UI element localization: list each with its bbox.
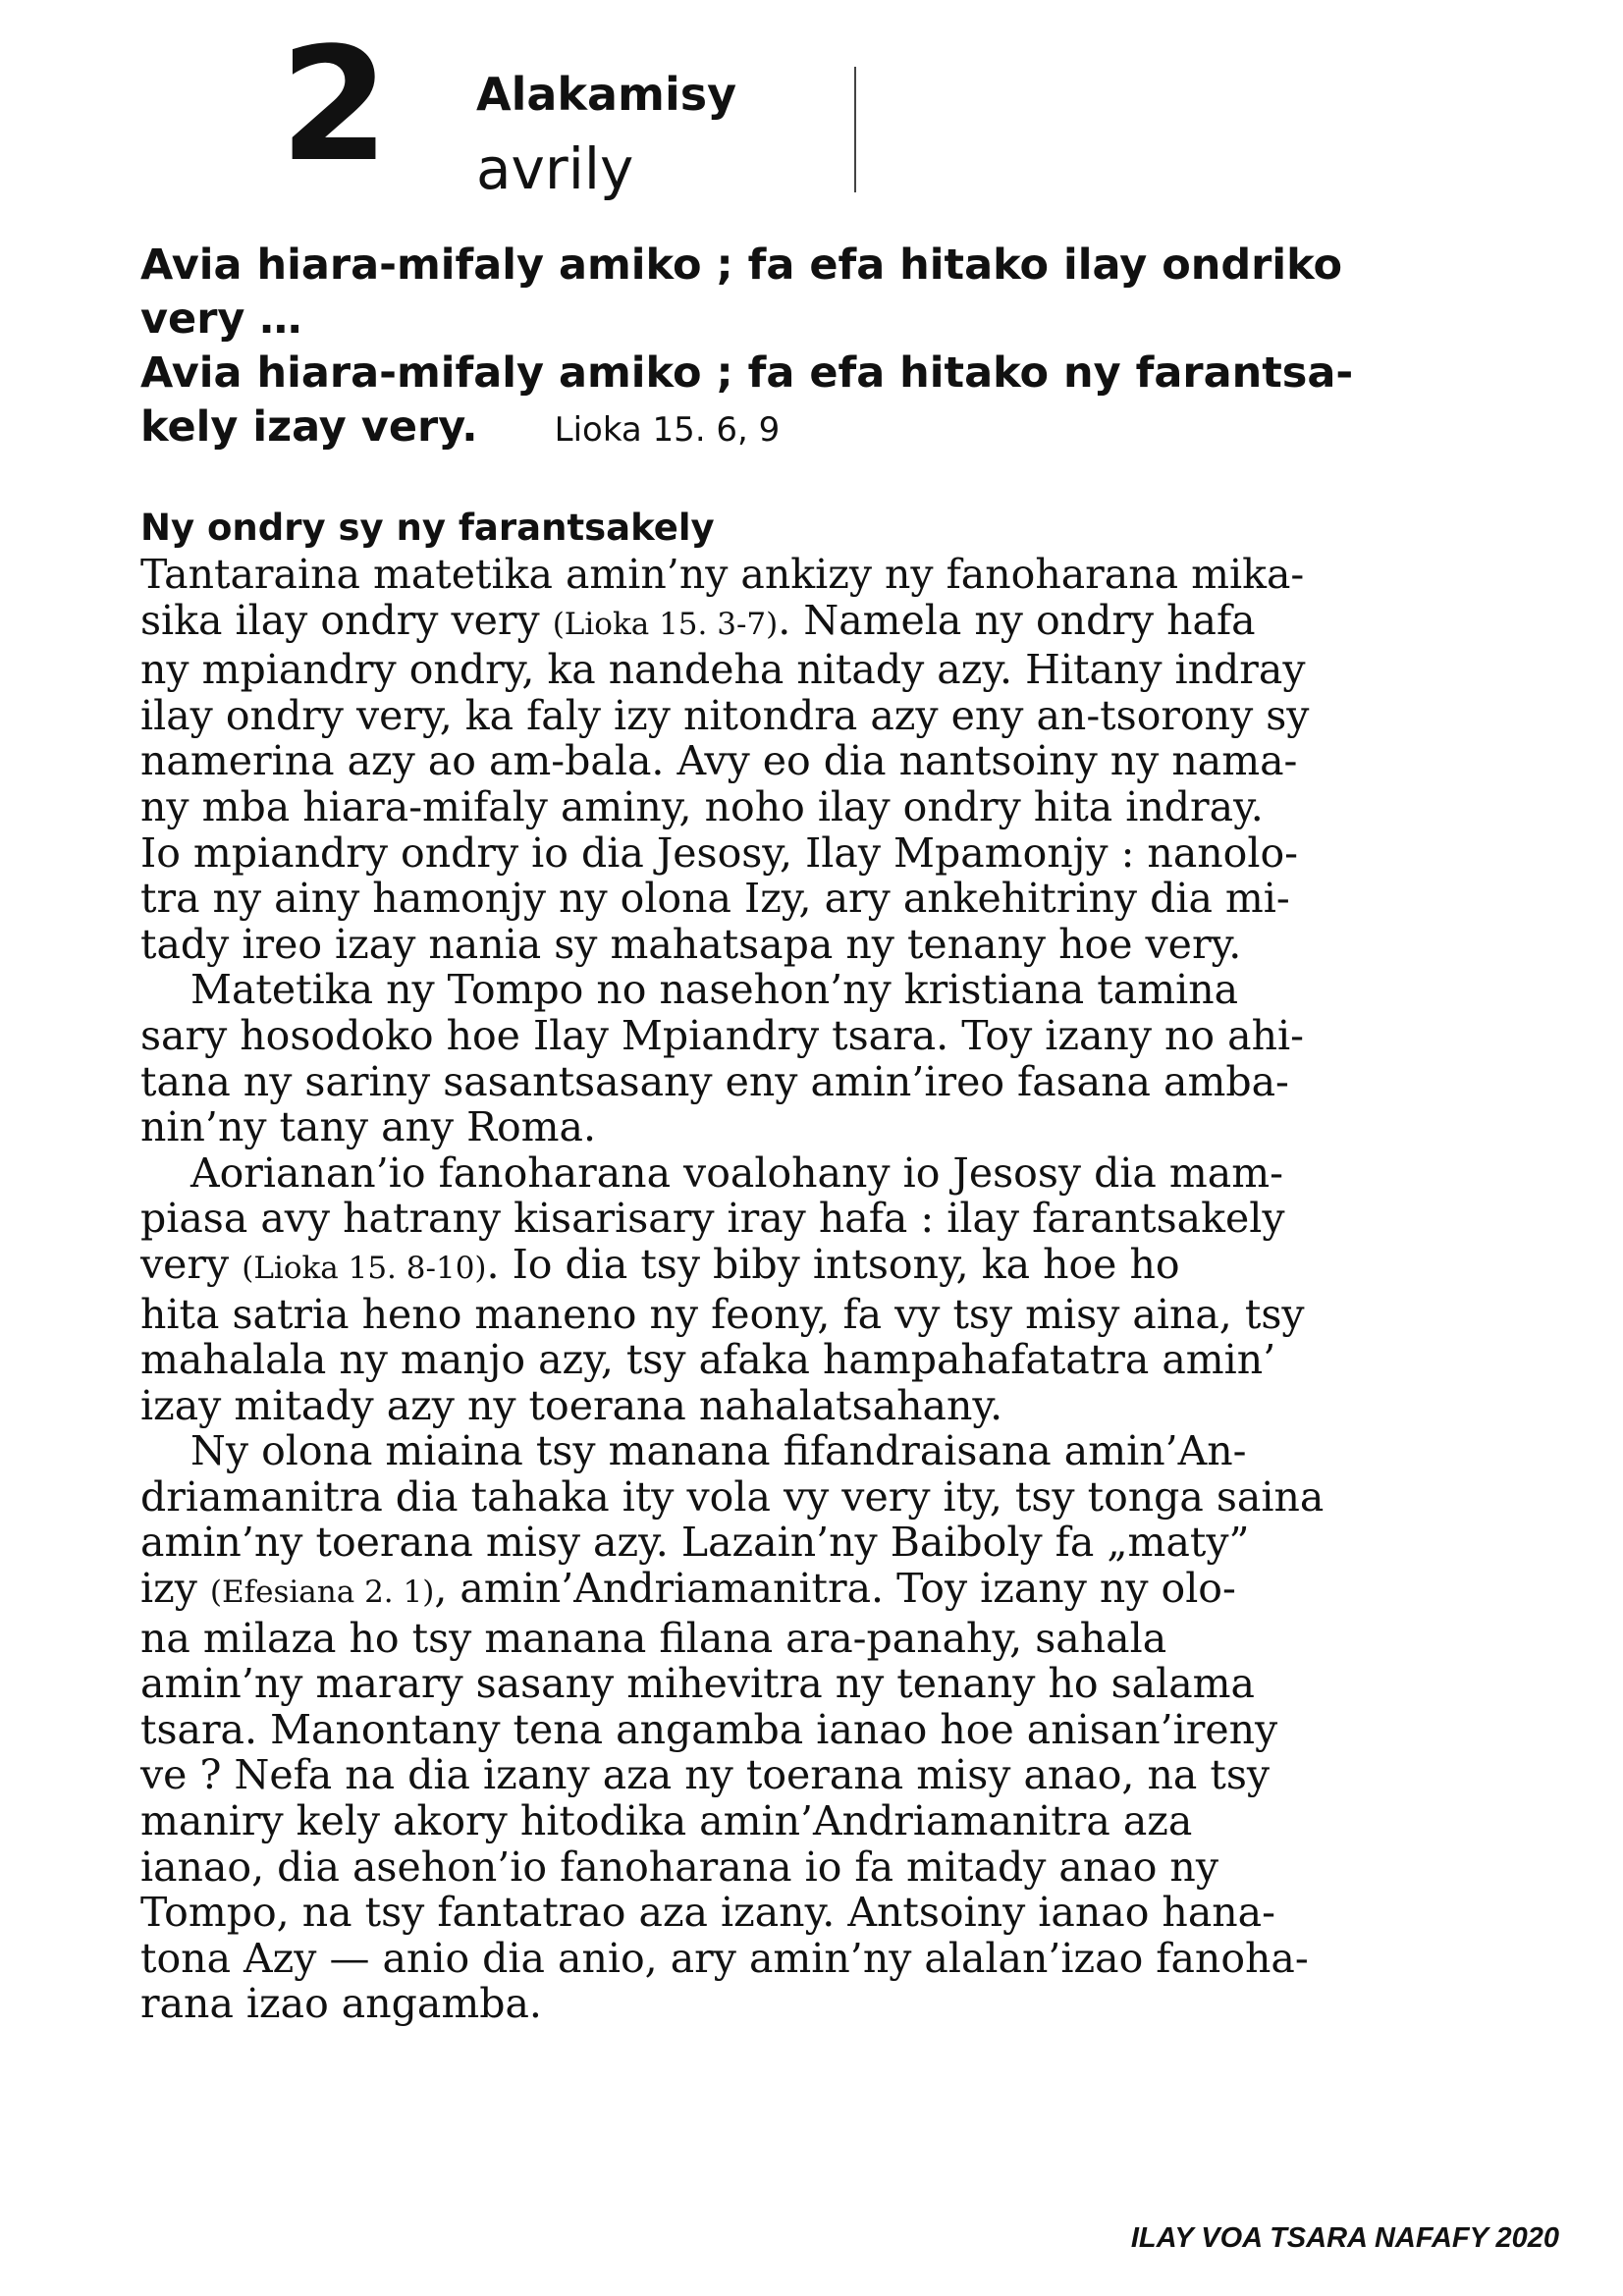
body-line: Tompo, na tsy fantatrao aza izany. Antsoiny ianao hana- — [140, 1889, 1275, 1937]
header-divider — [854, 67, 856, 192]
verse-text: kely izay very. — [140, 402, 478, 452]
body-line: ve ? Nefa na dia izany aza ny toerana misy anao, na tsy — [140, 1751, 1271, 1799]
body-line — [140, 598, 1476, 648]
body-text-fragment: , amin’Andriamanitra. Toy izany ny olo- — [434, 1565, 1236, 1613]
verse-line: Avia hiara-mifaly amiko ; fa efa hitako ilay ondriko — [140, 240, 1343, 290]
body-line: na milaza ho tsy manana filana ara-panahy, sahala — [140, 1614, 1167, 1662]
body-line: tady ireo izay nania sy mahatsapa ny tenany hoe very. — [140, 920, 1242, 968]
verse-line: very … — [140, 294, 302, 344]
body-text-fragment: sika ilay ondry very — [140, 596, 553, 644]
body-line: rana izao angamba. — [140, 1980, 542, 2028]
verse-of-the-day — [140, 239, 1488, 457]
scripture-reference: (Efesiana 2. 1) — [209, 1575, 435, 1611]
body-line: tra ny ainy hamonjy ny olona Izy, ary ankehitriny dia mi- — [140, 875, 1290, 923]
body-line: Matetika ny Tompo no nasehon’ny kristiana tamina — [190, 966, 1239, 1014]
body-line: ilay ondry very, ka faly izy nitondra azy eny an-tsorony sy — [140, 691, 1310, 739]
section-title: Ny ondry sy ny farantsakely — [140, 507, 715, 549]
body-line: ny mba hiara-mifaly aminy, noho ilay ondry hita indray. — [140, 782, 1264, 830]
verse-line — [140, 400, 1488, 457]
body-text-fragment: . Io dia tsy biby intsony, ka hoe ho — [486, 1240, 1180, 1288]
body-line: tana ny sariny sasantsasany eny amin’ireo fasana amba- — [140, 1057, 1289, 1105]
body-line: mahalala ny manjo azy, tsy afaka hampahafatatra amin’ — [140, 1336, 1276, 1384]
body-line: namerina azy ao am-bala. Avy eo dia nantsoiny ny nama- — [140, 737, 1298, 785]
body-line: Aorianan’io fanoharana voalohany io Jesosy dia mam- — [190, 1148, 1283, 1197]
verse-reference: Lioka 15. 6, 9 — [554, 410, 781, 450]
body-line: amin’ny toerana misy azy. Lazain’ny Baiboly fa „maty” — [140, 1519, 1250, 1567]
body-line: ny mpiandry ondry, ka nandeha nitady azy. Hitany indray — [140, 646, 1306, 694]
body-line: sary hosodoko hoe Ilay Mpiandry tsara. Toy izany no ahi- — [140, 1011, 1304, 1059]
body-text-fragment: very — [140, 1240, 243, 1288]
scripture-reference: (Lioka 15. 8-10) — [242, 1250, 487, 1286]
body-line: hita satria heno maneno ny feony, fa vy tsy misy aina, tsy — [140, 1290, 1305, 1338]
body-text — [140, 552, 1476, 2027]
body-line: maniry kely akory hitodika amin’Andriamanitra aza — [140, 1797, 1193, 1845]
body-text-fragment: izy — [140, 1565, 210, 1613]
month-label: avrily — [476, 135, 634, 202]
body-line: Io mpiandry ondry io dia Jesosy, Ilay Mpamonjy : nanolo- — [140, 828, 1299, 877]
body-line: izay mitady azy ny toerana nahalatsahany. — [140, 1381, 1003, 1429]
body-line: piasa avy hatrany kisarisary iray hafa : ilay farantsakely — [140, 1195, 1285, 1243]
day-number: 2 — [280, 13, 386, 196]
weekday-label: Alakamisy — [476, 68, 737, 121]
body-line: tona Azy — anio dia anio, ary amin’ny alalan’izao fanoha- — [140, 1934, 1309, 1982]
body-line: Tantaraina matetika amin’ny ankizy ny fanoharana mika- — [140, 551, 1305, 598]
scripture-reference: (Lioka 15. 3-7) — [552, 606, 779, 642]
body-line: ianao, dia asehon’io fanoharana io fa mitady anao ny — [140, 1842, 1218, 1891]
body-line — [140, 1242, 1476, 1292]
body-text-fragment: . Namela ny ondry hafa — [778, 596, 1256, 644]
body-line: amin’ny marary sasany mihevitra ny tenany ho salama — [140, 1660, 1255, 1708]
body-line: Ny olona miaina tsy manana fifandraisana amin’An- — [190, 1427, 1247, 1475]
verse-line: Avia hiara-mifaly amiko ; fa efa hitako ny farantsa- — [140, 348, 1354, 398]
body-line: tsara. Manontany tena angamba ianao hoe anisan’ireny — [140, 1705, 1278, 1753]
body-line: driamanitra dia tahaka ity vola vy very ity, tsy tonga saina — [140, 1472, 1325, 1521]
publication-footer: ILAY VOA TSARA NAFAFY 2020 — [1130, 2222, 1559, 2254]
date-header — [280, 13, 889, 202]
body-line — [140, 1566, 1476, 1616]
body-line: nin’ny tany any Roma. — [140, 1103, 597, 1151]
